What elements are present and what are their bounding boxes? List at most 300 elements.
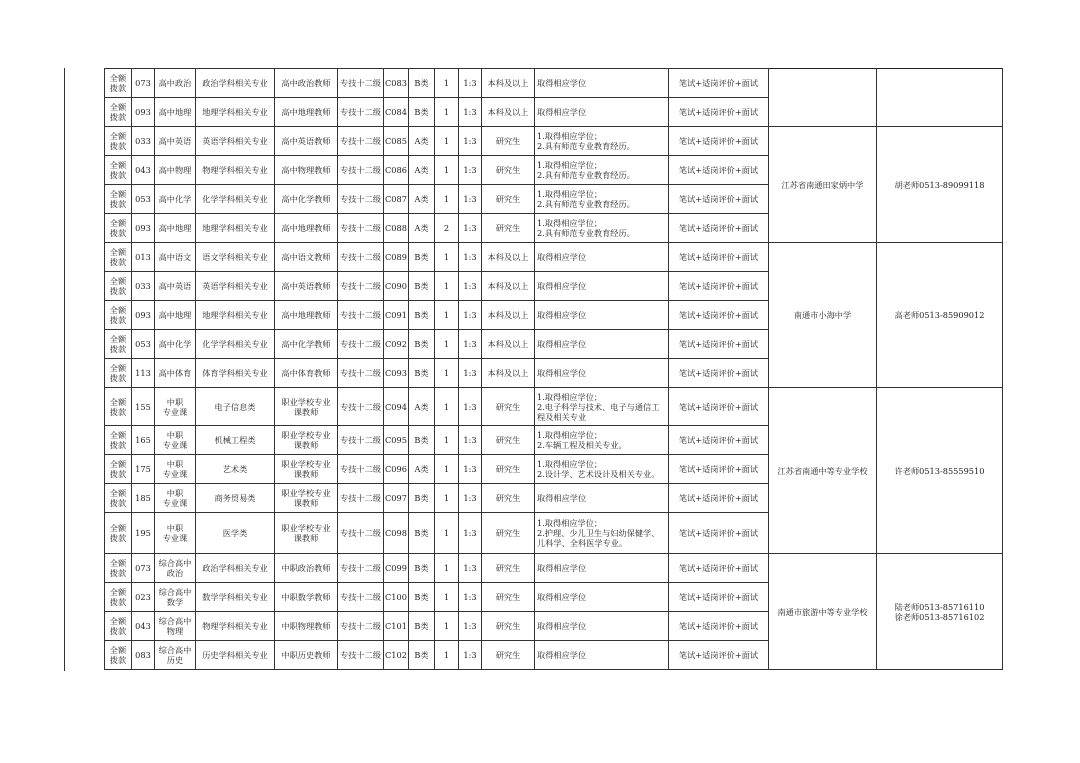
major-cell: [196, 455, 275, 484]
job-number-cell: 023: [132, 583, 155, 612]
funding-cell-line: 拨款: [109, 199, 127, 209]
requirement-cell: [535, 513, 669, 554]
count-cell: 1: [435, 330, 459, 359]
funding-cell-line: 全额: [109, 276, 127, 286]
requirement-cell: [535, 388, 669, 426]
exam-method-cell: 笔试+适岗评价+面试: [669, 156, 769, 185]
major-cell-line: 地理学科相关专业: [202, 107, 268, 117]
class-cell: A类: [409, 156, 435, 185]
class-cell: B类: [409, 272, 435, 301]
subject-cell-line: 高中语文: [158, 252, 192, 262]
code-cell: C099: [384, 554, 409, 583]
recruitment-table: [104, 68, 1003, 670]
major-cell-line: 商务贸易类: [214, 493, 256, 503]
ratio-cell: 1:3: [459, 426, 482, 455]
code-cell: C089: [384, 243, 409, 272]
exam-method-cell: 笔试+适岗评价+面试: [669, 214, 769, 243]
unit-cell: [769, 243, 877, 388]
requirement-cell-line: 取得相应学位: [537, 650, 587, 660]
funding-cell-line: 全额: [109, 488, 127, 498]
code-cell: C092: [384, 330, 409, 359]
position-cell: [275, 359, 338, 388]
code-cell: C086: [384, 156, 409, 185]
requirement-cell-line: 2.具有师范专业教育经历。: [537, 141, 635, 151]
code-cell: C101: [384, 612, 409, 641]
exam-method-cell: 笔试+适岗评价+面试: [669, 243, 769, 272]
funding-cell: [105, 612, 132, 641]
job-number-cell: 033: [132, 127, 155, 156]
class-cell: B类: [409, 583, 435, 612]
count-cell: 2: [435, 214, 459, 243]
major-cell-line: 化学学科相关专业: [202, 339, 268, 349]
subject-cell: [155, 554, 196, 583]
requirement-cell-line: 1.取得相应学位；: [537, 391, 603, 402]
count-cell: 1: [435, 426, 459, 455]
requirement-cell-line: 2.具有师范专业教育经历。: [537, 170, 635, 180]
code-cell: C088: [384, 214, 409, 243]
position-cell-line: 课教师: [293, 440, 319, 450]
funding-cell-line: 拨款: [109, 315, 127, 325]
education-cell: 本科及以上: [482, 330, 535, 359]
major-cell: [196, 330, 275, 359]
funding-cell-line: 拨款: [109, 655, 127, 665]
exam-method-cell: 笔试+适岗评价+面试: [669, 641, 769, 670]
requirement-cell: [535, 484, 669, 513]
requirement-cell-line: 1.取得相应学位；: [537, 430, 603, 440]
count-cell: 1: [435, 484, 459, 513]
education-cell: 研究生: [482, 127, 535, 156]
requirement-cell-line: 取得相应学位: [537, 78, 587, 88]
position-cell: [275, 426, 338, 455]
position-cell-line: 职业学校专业: [281, 459, 331, 469]
ratio-cell: 1:3: [459, 243, 482, 272]
education-cell: 研究生: [482, 214, 535, 243]
requirement-cell-line: 2.具有师范专业教育经历。: [537, 199, 635, 209]
class-cell: B类: [409, 98, 435, 127]
position-cell-line: 课教师: [293, 406, 319, 417]
major-cell-line: 体育学科相关专业: [202, 368, 268, 378]
funding-cell: [105, 359, 132, 388]
education-cell: 研究生: [482, 185, 535, 214]
position-cell: [275, 583, 338, 612]
major-cell: [196, 127, 275, 156]
job-number-cell: 053: [132, 185, 155, 214]
table-row: [105, 243, 1003, 272]
ratio-cell: 1:3: [459, 612, 482, 641]
requirement-cell-line: 2.设计学、艺术设计及相关专业。: [537, 469, 660, 479]
class-cell: B类: [409, 554, 435, 583]
level-cell: 专技十二级: [338, 426, 384, 455]
level-cell: 专技十二级: [338, 554, 384, 583]
funding-cell-line: 全额: [109, 131, 127, 141]
subject-cell: [155, 484, 196, 513]
major-cell: [196, 359, 275, 388]
major-cell: [196, 243, 275, 272]
requirement-cell: [535, 127, 669, 156]
subject-cell-line: 高中物理: [158, 165, 192, 175]
class-cell: A类: [409, 455, 435, 484]
major-cell-line: 艺术类: [222, 464, 248, 474]
education-cell: 研究生: [482, 513, 535, 554]
level-cell: 专技十二级: [338, 641, 384, 670]
subject-cell-line: 中职: [166, 459, 184, 469]
subject-cell-line: 综合高中: [158, 645, 192, 655]
level-cell: 专技十二级: [338, 156, 384, 185]
funding-cell-line: 全额: [109, 160, 127, 170]
funding-cell-line: 拨款: [109, 597, 127, 607]
subject-cell-line: 综合高中: [158, 616, 192, 626]
job-number-cell: 113: [132, 359, 155, 388]
unit-cell-line: 南通市旅游中等专业学校: [777, 606, 868, 617]
funding-cell-line: 拨款: [109, 498, 127, 508]
funding-cell: [105, 98, 132, 127]
requirement-cell: [535, 301, 669, 330]
position-cell-line: 中职政治教师: [281, 563, 331, 573]
funding-cell-line: 全额: [109, 558, 127, 568]
position-cell-line: 职业学校专业: [281, 396, 331, 407]
ratio-cell: 1:3: [459, 301, 482, 330]
ratio-cell: 1:3: [459, 359, 482, 388]
major-cell-line: 地理学科相关专业: [202, 223, 268, 233]
ratio-cell: 1:3: [459, 641, 482, 670]
level-cell: 专技十二级: [338, 612, 384, 641]
education-cell: 研究生: [482, 612, 535, 641]
requirement-cell-line: 取得相应学位: [537, 368, 587, 378]
job-number-cell: 073: [132, 554, 155, 583]
contact-cell: [877, 69, 1003, 127]
requirement-cell: [535, 69, 669, 98]
requirement-cell-line: 取得相应学位: [537, 563, 587, 573]
job-number-cell: 155: [132, 388, 155, 426]
subject-cell-line: 高中化学: [158, 339, 192, 349]
level-cell: 专技十二级: [338, 69, 384, 98]
requirement-cell: [535, 156, 669, 185]
contact-cell-line: 高老师0513-85909012: [894, 310, 985, 320]
exam-method-cell: 笔试+适岗评价+面试: [669, 301, 769, 330]
requirement-cell-line: 2.护理、少儿卫生与妇幼保健学、: [537, 528, 660, 538]
funding-cell-line: 拨款: [109, 286, 127, 296]
job-number-cell: 053: [132, 330, 155, 359]
major-cell-line: 语文学科相关专业: [202, 252, 268, 262]
count-cell: 1: [435, 388, 459, 426]
position-cell-line: 高中地理教师: [281, 223, 331, 233]
education-cell: 研究生: [482, 554, 535, 583]
level-cell: 专技十二级: [338, 98, 384, 127]
funding-cell: [105, 330, 132, 359]
table-row: [105, 554, 1003, 583]
subject-cell-line: 中职: [166, 396, 184, 407]
subject-cell-line: 政治: [166, 568, 184, 578]
requirement-cell: [535, 272, 669, 301]
ratio-cell: 1:3: [459, 185, 482, 214]
code-cell: C083: [384, 69, 409, 98]
code-cell: C098: [384, 513, 409, 554]
requirement-cell-line: 取得相应学位: [537, 252, 587, 262]
count-cell: 1: [435, 455, 459, 484]
funding-cell-line: 全额: [109, 363, 127, 373]
major-cell-line: 英语学科相关专业: [202, 136, 268, 146]
requirement-cell-line: 1.取得相应学位；: [537, 218, 603, 228]
unit-cell: [769, 127, 877, 243]
class-cell: B类: [409, 243, 435, 272]
unit-cell-line: 江苏省南通田家炳中学: [781, 179, 864, 190]
level-cell: 专技十二级: [338, 272, 384, 301]
job-number-cell: 083: [132, 641, 155, 670]
funding-cell: [105, 426, 132, 455]
major-cell-line: 化学学科相关专业: [202, 194, 268, 204]
major-cell: [196, 641, 275, 670]
table-row: [105, 127, 1003, 156]
subject-cell-line: 专业课: [162, 498, 188, 508]
level-cell: 专技十二级: [338, 583, 384, 612]
position-cell-line: 高中物理教师: [281, 165, 331, 175]
major-cell-line: 机械工程类: [214, 435, 256, 445]
funding-cell-line: 全额: [109, 430, 127, 440]
requirement-cell-line: 1.取得相应学位；: [537, 518, 603, 528]
position-cell: [275, 513, 338, 554]
job-number-cell: 185: [132, 484, 155, 513]
subject-cell-line: 综合高中: [158, 558, 192, 568]
class-cell: B类: [409, 484, 435, 513]
position-cell-line: 职业学校专业: [281, 430, 331, 440]
count-cell: 1: [435, 359, 459, 388]
subject-cell: [155, 359, 196, 388]
ratio-cell: 1:3: [459, 388, 482, 426]
funding-cell-line: 全额: [109, 73, 127, 83]
subject-cell-line: 高中地理: [158, 107, 192, 117]
job-number-cell: 093: [132, 214, 155, 243]
exam-method-cell: 笔试+适岗评价+面试: [669, 554, 769, 583]
education-cell: 研究生: [482, 388, 535, 426]
count-cell: 1: [435, 612, 459, 641]
job-number-cell: 093: [132, 301, 155, 330]
level-cell: 专技十二级: [338, 388, 384, 426]
education-cell: 研究生: [482, 641, 535, 670]
ratio-cell: 1:3: [459, 272, 482, 301]
exam-method-cell: 笔试+适岗评价+面试: [669, 513, 769, 554]
contact-cell: [877, 243, 1003, 388]
ratio-cell: 1:3: [459, 330, 482, 359]
requirement-cell-line: 1.取得相应学位；: [537, 131, 603, 141]
funding-cell: [105, 243, 132, 272]
position-cell: [275, 330, 338, 359]
ratio-cell: 1:3: [459, 583, 482, 612]
position-cell-line: 高中英语教师: [281, 281, 331, 291]
major-cell: [196, 426, 275, 455]
funding-cell: [105, 583, 132, 612]
ratio-cell: 1:3: [459, 484, 482, 513]
code-cell: C102: [384, 641, 409, 670]
education-cell: 研究生: [482, 484, 535, 513]
level-cell: 专技十二级: [338, 359, 384, 388]
subject-cell-line: 高中地理: [158, 310, 192, 320]
subject-cell-line: 物理: [166, 626, 184, 636]
major-cell-line: 地理学科相关专业: [202, 310, 268, 320]
funding-cell-line: 拨款: [109, 83, 127, 93]
count-cell: 1: [435, 185, 459, 214]
level-cell: 专技十二级: [338, 243, 384, 272]
funding-cell-line: 拨款: [109, 533, 127, 543]
level-cell: 专技十二级: [338, 127, 384, 156]
position-cell-line: 课教师: [293, 498, 319, 508]
unit-cell-line: 江苏省南通中等专业学校: [777, 465, 868, 476]
count-cell: 1: [435, 127, 459, 156]
contact-cell: [877, 127, 1003, 243]
subject-cell: [155, 330, 196, 359]
funding-cell: [105, 455, 132, 484]
requirement-cell: [535, 583, 669, 612]
subject-cell: [155, 301, 196, 330]
count-cell: 1: [435, 641, 459, 670]
requirement-cell-line: 1.取得相应学位；: [537, 459, 603, 469]
subject-cell: [155, 69, 196, 98]
funding-cell-line: 全额: [109, 189, 127, 199]
education-cell: 本科及以上: [482, 359, 535, 388]
level-cell: 专技十二级: [338, 455, 384, 484]
requirement-cell-line: 2.具有师范专业教育经历。: [537, 228, 635, 238]
position-cell-line: 中职数学教师: [281, 592, 331, 602]
job-number-cell: 073: [132, 69, 155, 98]
funding-cell: [105, 554, 132, 583]
funding-cell-line: 拨款: [109, 257, 127, 267]
major-cell-line: 物理学科相关专业: [202, 165, 268, 175]
ratio-cell: 1:3: [459, 554, 482, 583]
job-number-cell: 043: [132, 612, 155, 641]
job-number-cell: 033: [132, 272, 155, 301]
requirement-cell-line: 取得相应学位: [537, 621, 587, 631]
count-cell: 1: [435, 513, 459, 554]
funding-cell: [105, 388, 132, 426]
subject-cell: [155, 513, 196, 554]
subject-cell: [155, 426, 196, 455]
funding-cell-line: 全额: [109, 102, 127, 112]
funding-cell: [105, 301, 132, 330]
position-cell: [275, 455, 338, 484]
funding-cell: [105, 69, 132, 98]
subject-cell-line: 高中政治: [158, 78, 192, 88]
education-cell: 本科及以上: [482, 272, 535, 301]
table-row: [105, 69, 1003, 98]
position-cell-line: 职业学校专业: [281, 523, 331, 533]
education-cell: 本科及以上: [482, 69, 535, 98]
class-cell: B类: [409, 612, 435, 641]
contact-cell-line: 许老师0513-85559510: [894, 465, 985, 476]
subject-cell: [155, 455, 196, 484]
count-cell: 1: [435, 301, 459, 330]
requirement-cell-line: 儿科学、全科医学专业。: [537, 538, 628, 548]
major-cell-line: 历史学科相关专业: [202, 650, 268, 660]
major-cell: [196, 272, 275, 301]
class-cell: A类: [409, 214, 435, 243]
funding-cell: [105, 272, 132, 301]
funding-cell-line: 拨款: [109, 440, 127, 450]
major-cell: [196, 554, 275, 583]
table-row: [105, 388, 1003, 426]
contact-cell-line: 胡老师0513-89099118: [894, 179, 985, 190]
funding-cell-line: 全额: [109, 218, 127, 228]
requirement-cell-line: 取得相应学位: [537, 310, 587, 320]
requirement-cell-line: 取得相应学位: [537, 592, 587, 602]
subject-cell: [155, 98, 196, 127]
exam-method-cell: 笔试+适岗评价+面试: [669, 69, 769, 98]
major-cell-line: 政治学科相关专业: [202, 563, 268, 573]
job-number-cell: 175: [132, 455, 155, 484]
exam-method-cell: 笔试+适岗评价+面试: [669, 388, 769, 426]
unit-cell: [769, 69, 877, 127]
ratio-cell: 1:3: [459, 98, 482, 127]
major-cell-line: 数学学科相关专业: [202, 592, 268, 602]
position-cell-line: 高中体育教师: [281, 368, 331, 378]
code-cell: C095: [384, 426, 409, 455]
subject-cell: [155, 388, 196, 426]
education-cell: 本科及以上: [482, 243, 535, 272]
requirement-cell: [535, 554, 669, 583]
subject-cell: [155, 583, 196, 612]
exam-method-cell: 笔试+适岗评价+面试: [669, 612, 769, 641]
job-number-cell: 093: [132, 98, 155, 127]
position-cell: [275, 272, 338, 301]
position-cell-line: 高中政治教师: [281, 78, 331, 88]
table-body: [105, 69, 1003, 670]
requirement-cell: [535, 185, 669, 214]
class-cell: A类: [409, 127, 435, 156]
requirement-cell: [535, 243, 669, 272]
education-cell: 本科及以上: [482, 98, 535, 127]
education-cell: 研究生: [482, 426, 535, 455]
subject-cell-line: 专业课: [162, 469, 188, 479]
requirement-cell-line: 1.取得相应学位；: [537, 160, 603, 170]
position-cell-line: 课教师: [293, 533, 319, 543]
code-cell: C100: [384, 583, 409, 612]
requirement-cell-line: 取得相应学位: [537, 281, 587, 291]
funding-cell-line: 拨款: [109, 406, 127, 417]
code-cell: C091: [384, 301, 409, 330]
funding-cell-line: 拨款: [109, 228, 127, 238]
position-cell: [275, 554, 338, 583]
count-cell: 1: [435, 554, 459, 583]
position-cell-line: 中职物理教师: [281, 621, 331, 631]
code-cell: C090: [384, 272, 409, 301]
job-number-cell: 043: [132, 156, 155, 185]
level-cell: 专技十二级: [338, 330, 384, 359]
major-cell-line: 医学类: [222, 528, 248, 538]
class-cell: B类: [409, 641, 435, 670]
class-cell: A类: [409, 185, 435, 214]
funding-cell-line: 全额: [109, 645, 127, 655]
class-cell: B类: [409, 69, 435, 98]
requirement-cell: [535, 359, 669, 388]
ratio-cell: 1:3: [459, 156, 482, 185]
requirement-cell: [535, 426, 669, 455]
major-cell: [196, 583, 275, 612]
exam-method-cell: 笔试+适岗评价+面试: [669, 426, 769, 455]
count-cell: 1: [435, 69, 459, 98]
subject-cell-line: 数学: [166, 597, 184, 607]
ratio-cell: 1:3: [459, 513, 482, 554]
subject-cell: [155, 156, 196, 185]
funding-cell-line: 拨款: [109, 141, 127, 151]
subject-cell-line: 综合高中: [158, 587, 192, 597]
requirement-cell-line: 1.取得相应学位；: [537, 189, 603, 199]
exam-method-cell: 笔试+适岗评价+面试: [669, 185, 769, 214]
code-cell: C093: [384, 359, 409, 388]
count-cell: 1: [435, 98, 459, 127]
subject-cell-line: 历史: [166, 655, 184, 665]
position-cell: [275, 612, 338, 641]
contact-cell: [877, 388, 1003, 554]
unit-cell: [769, 388, 877, 554]
requirement-cell: [535, 641, 669, 670]
